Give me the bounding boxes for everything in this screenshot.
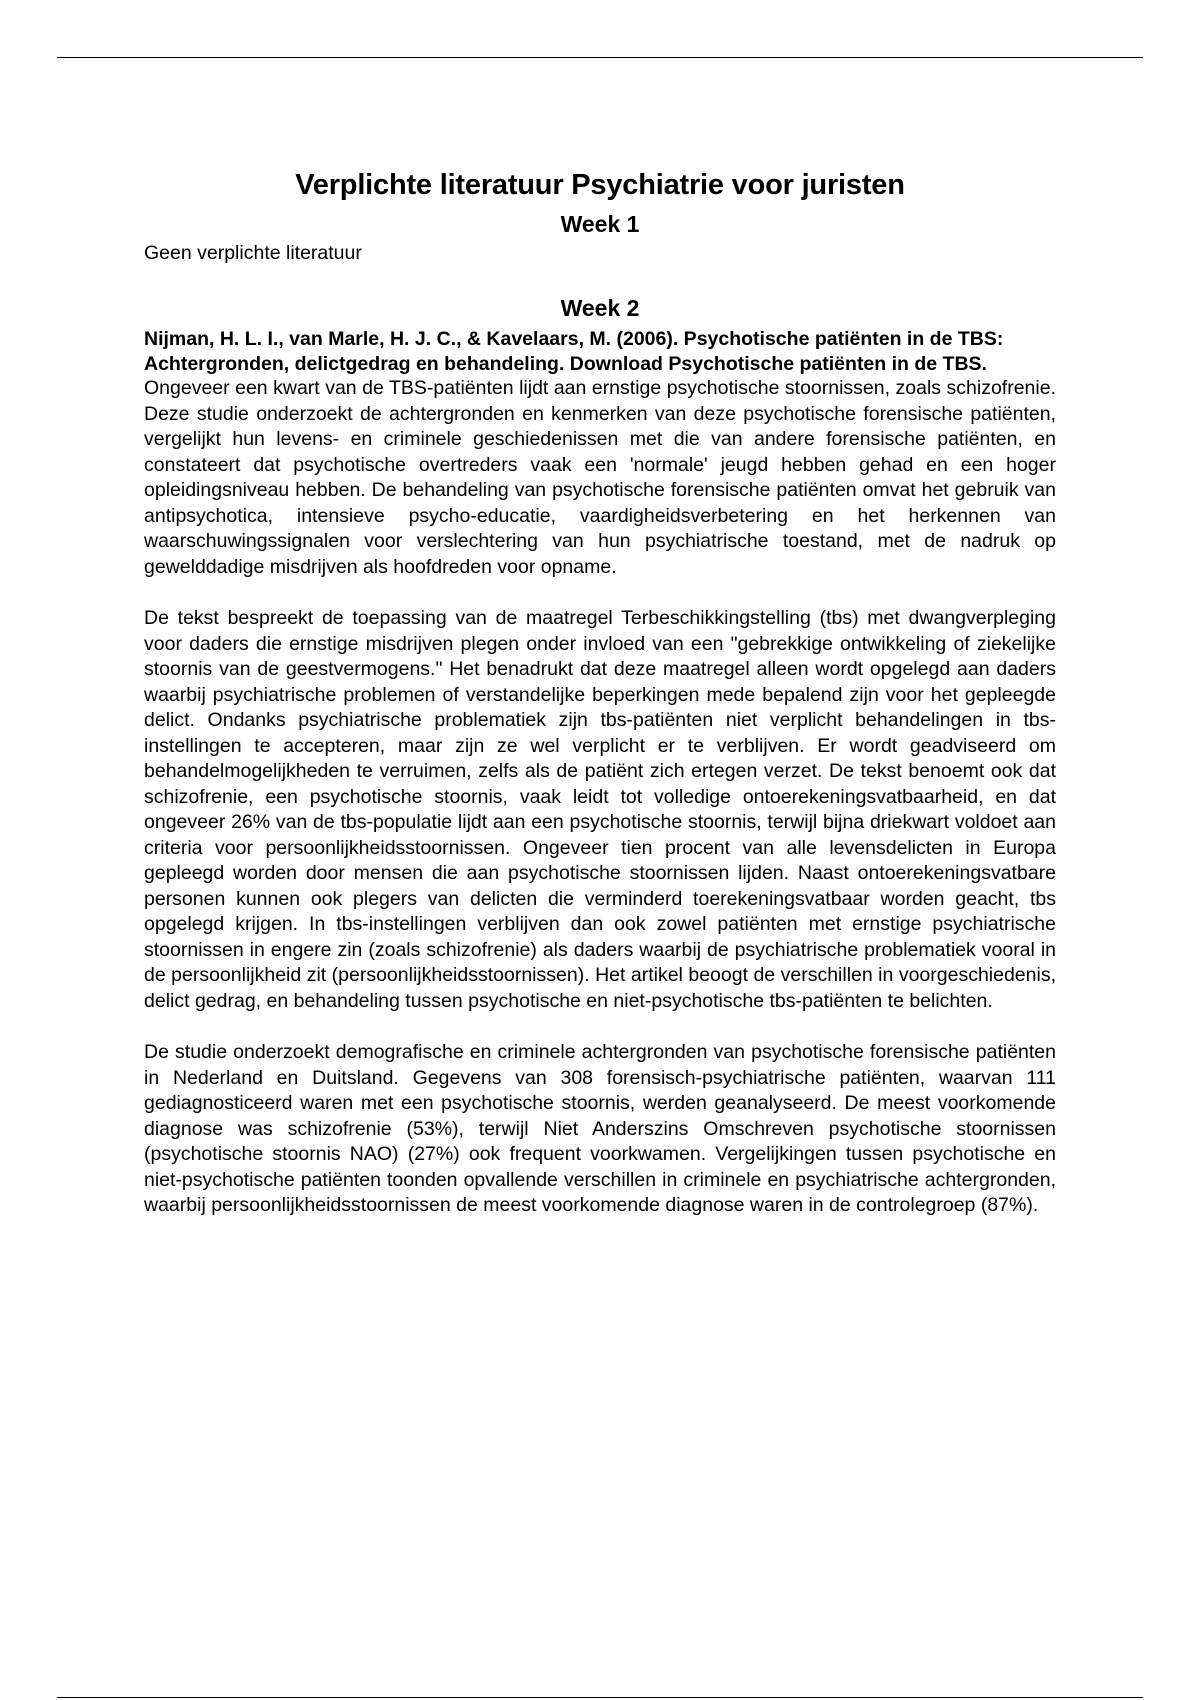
top-divider	[57, 57, 1143, 58]
week-2-heading: Week 2	[560, 295, 640, 321]
document-title: Verplichte literatuur Psychiatrie voor juristen	[295, 169, 905, 201]
summary-paragraph: Ongeveer een kwart van de TBS-patiënten lijdt aan ernstige psychotische stoornissen, zoals schizofrenie. Deze studie onderzoekt de achtergronden en kenmerken van deze psychotische forensische patiënten, vergelijkt hun levens- en criminele geschiedenissen met die van andere forensische patiënten, en constateert dat psychotische overtreders vaak een 'normale' jeugd hebben gehad en een hoger opleidingsniveau hebben. De behandeling van psychotische forensische patiënten omvat het gebruik van antipsychotica, intensieve psycho-educatie, vaardigheidsverbetering en het herkennen van waarschuwingssignalen voor verslechtering van hun psychiatrische toestand, met de nadruk op gewelddadige misdrijven als hoofdreden voor opname.	[144, 377, 1056, 578]
week-1-note: Geen verplichte literatuur	[144, 242, 362, 264]
document-body	[144, 166, 1056, 1219]
bottom-divider	[57, 1697, 1143, 1698]
week-1-heading: Week 1	[560, 211, 640, 237]
summary-paragraph: De tekst bespreekt de toepassing van de maatregel Terbeschikkingstelling (tbs) met dwangverpleging voor daders die ernstige misdrijven plegen onder invloed van een "gebrekkige ontwikkeling of ziekelijke stoornis van de geestvermogens." Het benadrukt dat deze maatregel alleen wordt opgelegd aan daders waarbij psychiatrische problemen of verstandelijke beperkingen mede bepalend zijn voor het gepleegde delict. Ondanks psychiatrische problematiek zijn tbs-patiënten niet verplicht behandelingen in tbs-instellingen te accepteren, maar zijn ze wel verplicht er te verblijven. Er wordt geadviseerd om behandelmogelijkheden te verruimen, zelfs als de patiënt zich ertegen verzet. De tekst benoemt ook dat schizofrenie, een psychotische stoornis, vaak leidt tot volledige ontoerekeningsvatbaarheid, en dat ongeveer 26% van de tbs-populatie lijdt aan een psychotische stoornis, terwijl bijna driekwart voldoet aan criteria voor persoonlijkheidsstoornissen. Ongeveer tien procent van alle levensdelicten in Europa gepleegd worden door mensen die aan psychotische stoornissen lijden. Naast ontoerekeningsvatbare personen kunnen ook plegers van delicten die verminderd toerekeningsvatbaar worden geacht, tbs opgelegd krijgen. In tbs-instellingen verblijven dan ook zowel patiënten met ernstige psychiatrische stoornissen in engere zin (zoals schizofrenie) als daders waarbij de psychiatrische problematiek vooral in de persoonlijkheid zit (persoonlijkheidsstoornissen). Het artikel beoogt de verschillen in voorgeschiedenis, delict gedrag, en behandeling tussen psychotische en niet-psychotische tbs-patiënten te belichten.	[144, 607, 1056, 1012]
summary-paragraph: De studie onderzoekt demografische en criminele achtergronden van psychotische forensische patiënten in Nederland en Duitsland. Gegevens van 308 forensisch-psychiatrische patiënten, waarvan 111 gediagnosticeerd waren met een psychotische stoornis, werden geanalyseerd. De meest voorkomende diagnose was schizofrenie (53%), terwijl Niet Anderszins Omschreven psychotische stoornissen (psychotische stoornis NAO) (27%) ook frequent voorkwamen. Vergelijkingen tussen psychotische en niet-psychotische patiënten toonden opvallende verschillen in criminele en psychiatrische achtergronden, waarbij persoonlijkheidsstoornissen de meest voorkomende diagnose waren in de controlegroep (87%).	[144, 1041, 1056, 1216]
week-2-reference: Nijman, H. L. I., van Marle, H. J. C., & Kavelaars, M. (2006). Psychotische patiënten in de TBS: Achtergronden, delictgedrag en behandeling. Download Psychotische patiënten in de TBS.	[144, 328, 1004, 375]
